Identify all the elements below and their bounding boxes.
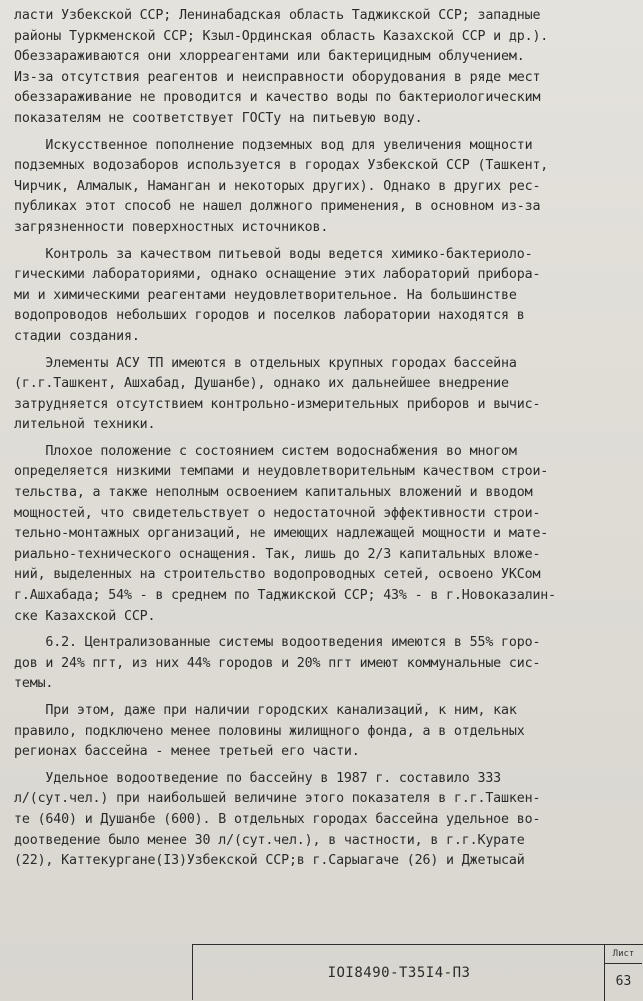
text-line: обеззараживание не проводится и качество воды по бактериологическим	[14, 90, 541, 106]
text-line: Обеззараживаются они хлорреагентами или бактерицидным облучением.	[14, 49, 525, 65]
text-line: определяется низкими темпами и неудовлетворительным качеством строи-	[14, 464, 549, 480]
text-line: г.Ашхабада; 54% - в среднем по Таджикской ССР; 43% - в г.Новоказалин-	[14, 588, 557, 604]
text-line: тельства, а также неполным освоением капитальных вложений и вводом	[14, 485, 533, 501]
text-line: Искусственное пополнение подземных вод для увеличения мощности	[14, 137, 533, 153]
document-code: IOI8490-T35I4-П3	[327, 965, 471, 981]
text-line: ми и химическими реагентами неудовлетворительное. На большинстве	[14, 287, 517, 303]
text-line: районы Туркменской ССР; Кзыл-Ординская область Казахской ССР и др.).	[14, 28, 549, 44]
text-line: ний, выделенных на строительство водопроводных сетей, освоено УКСом	[14, 567, 541, 583]
text-line: (22), Каттекургане(I3)Узбекской ССР;в г.Сарыагаче (26) и Джетысай	[14, 853, 525, 869]
text-line: те (640) и Душанбе (600). В отдельных городах бассейна удельное во-	[14, 811, 541, 827]
sheet-label: Лист	[605, 945, 642, 964]
text-line: темы.	[14, 676, 54, 692]
text-line: дов и 24% пгт, из них 44% городов и 20% пгт имеют коммунальные сис-	[14, 655, 541, 671]
text-line: правило, подключено менее половины жилищного фонда, а в отдельных	[14, 723, 525, 739]
text-line: Плохое положение с состоянием систем водоснабжения во многом	[14, 443, 517, 459]
text-line: публиках этот способ не нашел должного применения, в основном из-за	[14, 199, 541, 215]
text-line: ске Казахской ССР.	[14, 608, 156, 624]
text-line: При этом, даже при наличии городских канализаций, к ним, как	[14, 703, 517, 718]
title-block	[192, 944, 643, 1000]
text-line: ласти Узбекской ССР; Ленинабадская область Таджикской ССР; западные	[14, 8, 541, 23]
text-line: доотведение было менее 30 л/(сут.чел.), в частности, в г.г.Курате	[14, 832, 525, 848]
text-line: подземных водозаборов используется в городах Узбекской ССР (Ташкент,	[14, 158, 549, 174]
text-line: стадии создания.	[14, 328, 140, 344]
text-line: л/(сут.чел.) при наибольшей величине этого показателя в г.г.Ташкен-	[14, 791, 541, 807]
text-line: риально-технического оснащения. Так, лишь до 2/3 капитальных вложе-	[14, 546, 541, 562]
document-body	[14, 6, 629, 872]
text-line: гическими лабораториями, однако оснащение этих лабораторий прибора-	[14, 267, 541, 283]
text-line: Удельное водоотведение по бассейну в 1987 г. составило 333	[14, 770, 502, 786]
text-line: Элементы АСУ ТП имеются в отдельных крупных городах бассейна	[14, 355, 517, 371]
text-line: мощностей, что свидетельствует о недостаточной эффективности строи-	[14, 505, 541, 521]
sheet-number: 63	[615, 974, 632, 989]
text-line: регионах бассейна - менее третьей его части.	[14, 744, 360, 760]
sheet-box	[604, 945, 643, 1001]
text-line: (г.г.Ташкент, Ашхабад, Душанбе), однако их дальнейшее внедрение	[14, 376, 509, 392]
text-line: тельно-монтажных организаций, не имеющих надлежащей мощности и мате-	[14, 526, 549, 542]
text-line: Чирчик, Алмалык, Наманган и некоторых других). Однако в других рес-	[14, 178, 541, 194]
text-line: загрязненности поверхностных источников.	[14, 219, 329, 235]
text-line: 6.2. Централизованные системы водоотведения имеются в 55% горо-	[14, 635, 541, 651]
text-line: показателям не соответствует ГОСТу на питьевую воду.	[14, 110, 423, 126]
text-line: Из-за отсутствия реагентов и неисправности оборудования в ряде мест	[14, 69, 541, 85]
text-line: Контроль за качеством питьевой воды ведется химико-бактериоло-	[14, 246, 533, 262]
text-line: лительной техники.	[14, 417, 156, 433]
text-line: водопроводов небольших городов и поселков лаборатории находятся в	[14, 308, 525, 324]
text-line: затрудняется отсутствием контрольно-измерительных приборов и вычис-	[14, 396, 541, 412]
